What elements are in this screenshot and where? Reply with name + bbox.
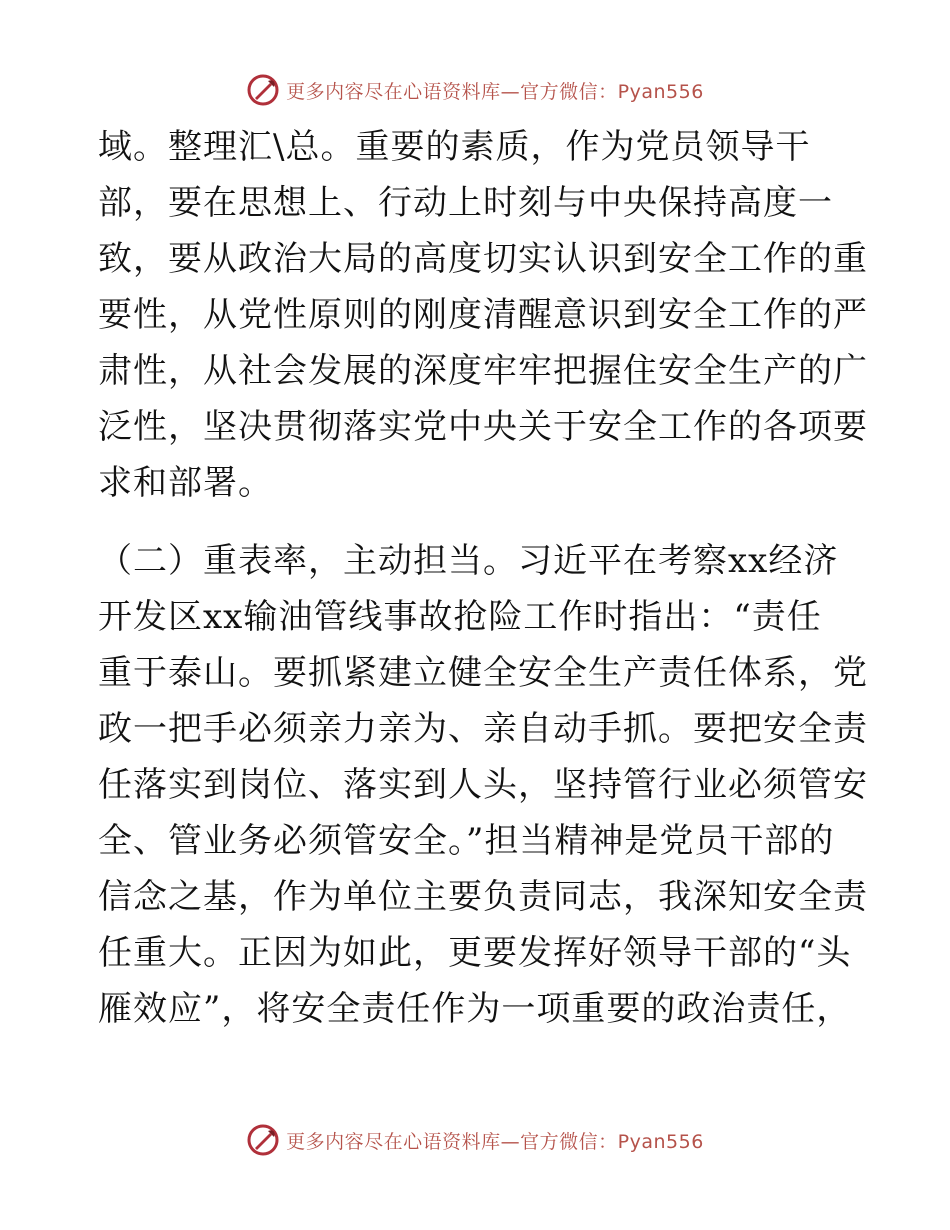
- paragraph-1: [98, 119, 868, 511]
- document-body: [98, 119, 868, 1037]
- text-line: （二）重表率，主动担当。习近平在考察xx经济: [98, 541, 839, 581]
- text-line: 任重大。正因为如此，更要发挥好领导干部的“头: [98, 933, 852, 973]
- footer-banner: [0, 1120, 950, 1160]
- text-line: 域。整理汇\总。重要的素质，作为党员领导干: [98, 127, 811, 167]
- text-line: 全、管业务必须管安全。”担当精神是党员干部的: [98, 821, 835, 861]
- quill-seal-logo-icon: [246, 73, 280, 107]
- text-line: 部，要在思想上、行动上时刻与中央保持高度一: [98, 183, 833, 223]
- text-line: 要性，从党性原则的刚度清醒意识到安全工作的严: [98, 295, 868, 335]
- paragraph-gap: [98, 511, 848, 533]
- text-line: 开发区xx输油管线事故抢险工作时指出：“责任: [98, 597, 822, 637]
- footer-banner-text: 更多内容尽在心语资料库—官方微信：Pyan556: [286, 1130, 704, 1153]
- paragraph-2: [98, 533, 868, 1037]
- text-line: 雁效应”，将安全责任作为一项重要的政治责任，: [98, 989, 852, 1029]
- text-line: 泛性，坚决贯彻落实党中央关于安全工作的各项要: [98, 407, 868, 447]
- header-banner-text: 更多内容尽在心语资料库—官方微信：Pyan556: [286, 80, 704, 103]
- text-line: 求和部署。: [98, 463, 273, 503]
- quill-seal-logo-icon: [246, 1123, 280, 1157]
- text-line: 信念之基，作为单位主要负责同志，我深知安全责: [98, 877, 868, 917]
- header-banner: [0, 70, 950, 110]
- text-line: 致，要从政治大局的高度切实认识到安全工作的重: [98, 239, 868, 279]
- text-line: 肃性，从社会发展的深度牢牢把握住安全生产的广: [98, 351, 868, 391]
- text-line: 任落实到岗位、落实到人头，坚持管行业必须管安: [98, 765, 868, 805]
- text-line: 重于泰山。要抓紧建立健全安全生产责任体系，党: [98, 653, 868, 693]
- text-line: 政一把手必须亲力亲为、亲自动手抓。要把安全责: [98, 709, 868, 749]
